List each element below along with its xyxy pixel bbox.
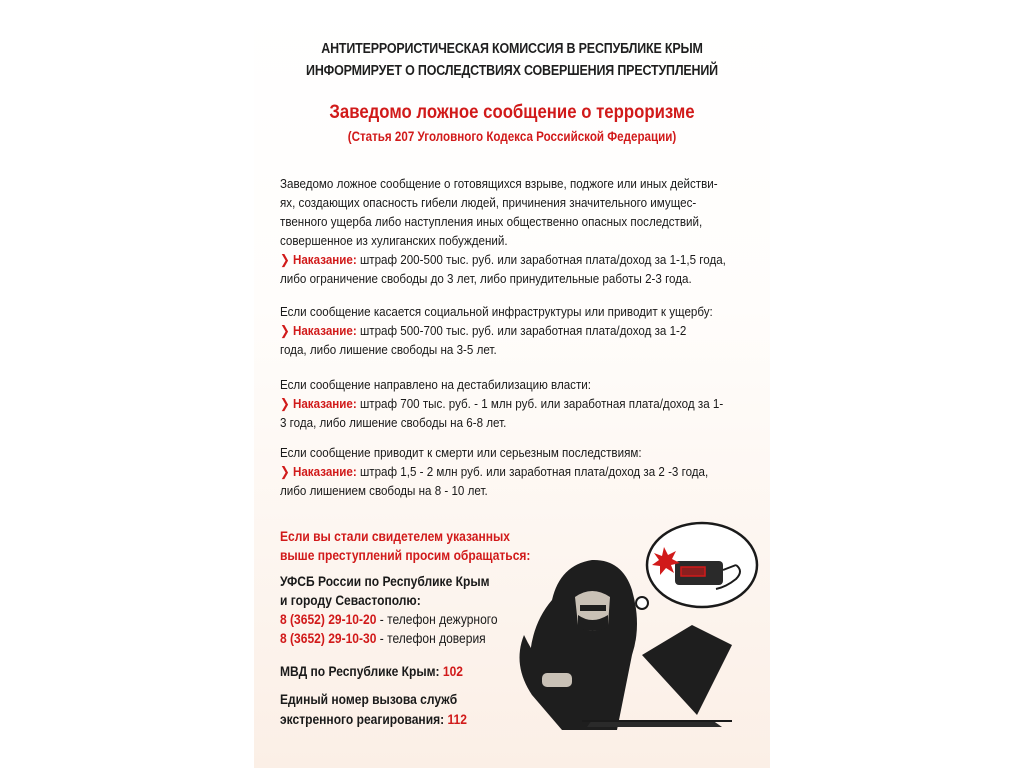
punishment-label: Наказание: <box>292 252 357 267</box>
poster-title: Заведомо ложное сообщение о терроризме <box>329 101 695 123</box>
phone-number: 8 (3652) 29-10-30 <box>280 630 377 646</box>
punishment-text-line: либо лишением свободы на 8 - 10 лет. <box>280 483 488 498</box>
poster <box>254 0 770 768</box>
phone-description: - телефон доверия <box>376 630 486 646</box>
hacker-illustration <box>492 515 762 730</box>
poster-header <box>290 38 734 82</box>
paragraph-1 <box>280 174 748 288</box>
punishment-line <box>280 250 748 269</box>
paragraph-text-line: Если сообщение приводит к смерти или серьезным последствиям: <box>280 445 642 460</box>
phone-line-2 <box>280 629 498 648</box>
paragraph-text-line: Если сообщение касается социальной инфраструктуры или приводит к ущербу: <box>280 304 713 319</box>
emergency-line: экстренного реагирования: 112 <box>280 711 467 727</box>
paragraph-text-line: Заведомо ложное сообщение о готовящихся взрыве, поджоге или иных действи- <box>280 176 718 191</box>
punishment-label: Наказание: <box>292 396 357 411</box>
poster-subtitle: (Статья 207 Уголовного Кодекса Российской Федерации) <box>347 129 677 144</box>
emergency-line: Единый номер вызова служб <box>280 691 458 707</box>
appeal-line: Если вы стали свидетелем указанных <box>280 528 510 544</box>
paragraph-text-line: твенного ущерба либо наступления иных общественно опасных последствий, <box>280 214 703 229</box>
phone-number: 8 (3652) 29-10-20 <box>280 611 377 627</box>
punishment-text-line: либо ограничение свободы до 3 лет, либо принудительные работы 2-3 года. <box>280 271 692 286</box>
mvd-number: 102 <box>442 663 463 679</box>
paragraph-text-line: Если сообщение направлено на дестабилизацию власти: <box>280 377 592 392</box>
paragraph-4 <box>280 443 748 500</box>
paragraph-2 <box>280 302 748 359</box>
punishment-label: Наказание: <box>292 464 357 479</box>
punishment-text: штраф 1,5 - 2 млн руб. или заработная плата/доход за 2 -3 года, <box>359 464 709 479</box>
punishment-line <box>280 321 748 340</box>
punishment-text-line: 3 года, либо лишение свободы на 6-8 лет. <box>280 415 507 430</box>
punishment-line <box>280 462 748 481</box>
punishment-text-line: года, либо лишение свободы на 3-5 лет. <box>280 342 497 357</box>
emergency-block <box>280 689 467 729</box>
appeal-line: выше преступлений просим обращаться: <box>280 547 531 563</box>
thought-dot <box>636 597 648 609</box>
punishment-line <box>280 394 748 413</box>
emergency-number: 112 <box>447 711 467 727</box>
chevron-right-icon: ❯ <box>280 464 290 479</box>
mvd-line <box>280 661 463 681</box>
chevron-right-icon: ❯ <box>280 323 290 338</box>
org-name-line: УФСБ России по Республике Крым <box>280 573 490 589</box>
paragraph-text-line: ях, создающих опасность гибели людей, причинения значительного имущес- <box>280 195 697 210</box>
mvd-label: МВД по Республике Крым: <box>280 663 443 679</box>
chevron-right-icon: ❯ <box>280 396 290 411</box>
header-line-2: ИНФОРМИРУЕТ О ПОСЛЕДСТВИЯХ СОВЕРШЕНИЯ ПРЕСТУПЛЕНИЙ <box>306 63 718 79</box>
chevron-right-icon: ❯ <box>280 252 290 267</box>
org-name-line: и городу Севастополю: <box>280 592 421 608</box>
fsb-contacts <box>280 572 498 648</box>
paragraph-text-line: совершенное из хулиганских побуждений. <box>280 233 508 248</box>
hooded-figure <box>520 560 638 730</box>
header-line-1: АНТИТЕРРОРИСТИЧЕСКАЯ КОМИССИЯ В РЕСПУБЛИКЕ КРЫМ <box>321 41 703 57</box>
punishment-label: Наказание: <box>292 323 357 338</box>
punishment-text: штраф 200-500 тыс. руб. или заработная плата/доход за 1-1,5 года, <box>359 252 726 267</box>
paragraph-3 <box>280 375 748 432</box>
phone-description: - телефон дежурного <box>376 611 498 627</box>
phone-line-1 <box>280 610 498 629</box>
punishment-text: штраф 500-700 тыс. руб. или заработная плата/доход за 1-2 <box>359 323 687 338</box>
punishment-text: штраф 700 тыс. руб. - 1 млн руб. или заработная плата/доход за 1- <box>359 396 724 411</box>
